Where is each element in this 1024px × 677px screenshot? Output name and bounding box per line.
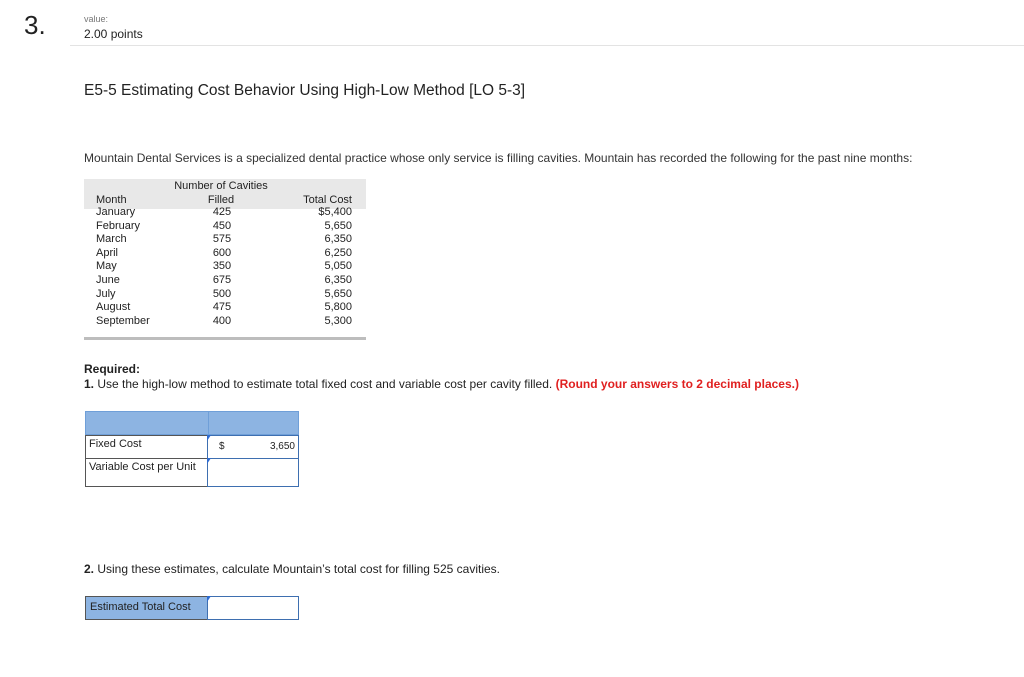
row-cost: 5,800 xyxy=(324,301,352,314)
row-month: May xyxy=(96,260,117,273)
answer-flag-icon xyxy=(207,458,211,464)
row-cost: $5,400 xyxy=(318,206,352,218)
row-month: August xyxy=(96,301,131,314)
table-bottom-border xyxy=(84,337,366,340)
table-row xyxy=(84,315,366,329)
answer-table-header xyxy=(85,411,299,435)
row-cavities: 675 xyxy=(212,274,232,286)
table-row xyxy=(84,301,366,315)
requirement-2-number: 2. xyxy=(84,562,95,576)
row-month: January xyxy=(96,206,136,218)
estimated-total-cost-label: Estimated Total Cost xyxy=(85,596,208,620)
row-month: April xyxy=(96,246,119,259)
header-total-cost: Total Cost xyxy=(303,194,352,206)
row-cavities: 500 xyxy=(212,287,232,300)
row-cost: 5,650 xyxy=(324,287,352,300)
row-cost: 6,250 xyxy=(324,246,352,259)
cost-data-table xyxy=(84,179,366,341)
header-month: Month xyxy=(96,194,127,206)
header-cavities-line2: Filled xyxy=(207,194,235,206)
row-month: July xyxy=(96,287,116,300)
fixed-cost-label: Fixed Cost xyxy=(85,435,208,459)
table-row xyxy=(84,247,366,261)
row-cavities: 425 xyxy=(212,206,232,218)
table-row xyxy=(84,288,366,302)
header-divider xyxy=(70,45,1024,46)
points-value: 2.00 points xyxy=(84,27,143,41)
row-month: February xyxy=(96,219,141,232)
estimated-total-cost-input[interactable] xyxy=(207,596,299,620)
currency-symbol: $ xyxy=(219,441,225,452)
row-cost: 5,300 xyxy=(324,314,352,327)
answer-flag-icon xyxy=(207,596,211,602)
value-label: value: xyxy=(84,14,109,24)
row-cavities: 350 xyxy=(212,260,232,273)
question-title: E5-5 Estimating Cost Behavior Using High-Low Method [LO 5-3] xyxy=(84,82,526,99)
row-month: June xyxy=(96,274,120,286)
rounding-note: (Round your answers to 2 decimal places.) xyxy=(555,377,799,391)
question-intro: Mountain Dental Services is a specialized dental practice whose only service is filling cavities. Mountain has recorded the following for the past nine months: xyxy=(84,151,913,165)
table-row xyxy=(84,220,366,234)
row-month: September xyxy=(96,314,150,327)
row-cavities: 475 xyxy=(212,301,232,314)
table-row xyxy=(84,233,366,247)
requirement-1 xyxy=(84,377,799,391)
row-cost: 5,650 xyxy=(324,219,352,232)
requirement-1-number: 1. xyxy=(84,377,95,391)
fixed-cost-value: 3,650 xyxy=(269,441,295,452)
row-cost: 6,350 xyxy=(324,233,352,246)
row-cavities: 450 xyxy=(212,219,232,232)
requirement-2 xyxy=(84,562,500,576)
header-divider xyxy=(208,412,209,436)
requirement-2-text: Using these estimates, calculate Mountain’s total cost for filling 525 cavities. xyxy=(94,562,500,576)
row-cost: 6,350 xyxy=(324,274,352,286)
row-month: March xyxy=(96,233,127,246)
table-row xyxy=(84,206,366,220)
variable-cost-input[interactable] xyxy=(207,458,299,487)
table-row xyxy=(84,274,366,288)
question-number: 3. xyxy=(24,10,46,40)
answer-flag-icon xyxy=(207,435,211,441)
header-cavities-line1: Number of Cavities xyxy=(174,180,268,192)
requirement-1-text: Use the high-low method to estimate total fixed cost and variable cost per cavity filled. xyxy=(94,377,556,391)
required-heading: Required: xyxy=(84,362,141,376)
row-cost: 5,050 xyxy=(324,260,352,273)
table-row xyxy=(84,260,366,274)
variable-cost-label: Variable Cost per Unit xyxy=(85,458,208,487)
row-cavities: 400 xyxy=(212,314,232,327)
row-cavities: 575 xyxy=(212,233,232,246)
fixed-cost-input[interactable] xyxy=(207,435,299,459)
row-cavities: 600 xyxy=(212,246,232,259)
